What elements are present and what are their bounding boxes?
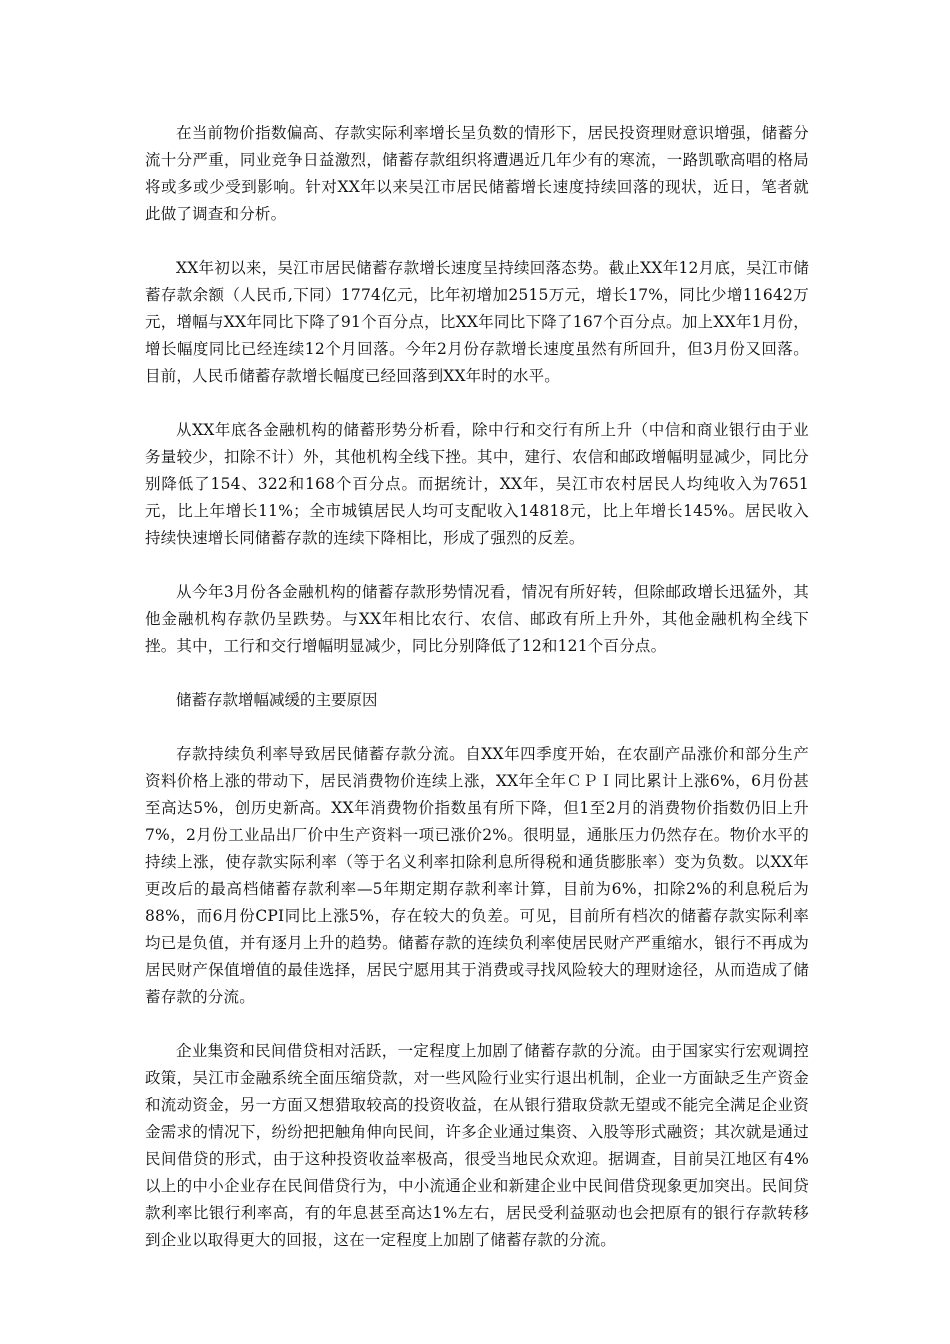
paragraph-institution-analysis: 从XX年底各金融机构的储蓄形势分析看，除中行和交行有所上升（中信和商业银行由于业务量较少，扣除不计）外，其他机构全线下挫。其中，建行、农信和邮政增幅明显减少，同比分别降低了154、322和168个百分点。而据统计，XX年，吴江市农村居民人均纯收入为7651元，比上年增长11%；全市城镇居民人均可支配收入14818元，比上年增长145%。居民收入持续快速增长同储蓄存款的连续下降相比，形成了强烈的反差。 <box>145 421 809 547</box>
paragraph-march-situation: 从今年3月份各金融机构的储蓄存款形势情况看，情况有所好转，但除邮政增长迅猛外，其他金融机构存款仍呈跌势。与XX年相比农行、农信、邮政有所上升外，其他金融机构全线下挫。其中，工行和交行增幅明显减少，同比分别降低了12和121个百分点。 <box>145 583 809 655</box>
section-heading: 储蓄存款增幅减缓的主要原因 <box>176 691 378 709</box>
paragraph-growth-trend: XX年初以来，吴江市居民储蓄存款增长速度呈持续回落态势。截止XX年12月底，吴江市储蓄存款余额（人民币,下同）1774亿元，比年初增加2515万元，增长17%，同比少增11642万元，增幅与XX年同比下降了91个百分点，比XX年同比下降了167个百分点。加上XX年1月份，增长幅度同比已经连续12个月回落。今年2月份存款增长速度虽然有所回升，但3月份又回落。目前，人民币储蓄存款增长幅度已经回落到XX年时的水平。 <box>145 259 809 385</box>
paragraph-negative-interest: 存款持续负利率导致居民储蓄存款分流。自XX年四季度开始，在农副产品涨价和部分生产资料价格上涨的带动下，居民消费物价连续上涨，XX年全年ＣＰＩ同比累计上涨6%，6月份甚至高达5%，创历史新高。XX年消费物价指数虽有所下降，但1至2月的消费物价指数仍旧上升7%，2月份工业品出厂价中生产资料一项已涨价2%。很明显，通胀压力仍然存在。物价水平的持续上涨，使存款实际利率（等于名义利率扣除利息所得税和通货膨胀率）变为负数。以XX年更改后的最高档储蓄存款利率—5年期定期存款利率计算，目前为6%，扣除2%的利息税后为88%，而6月份CPI同比上涨5%，存在较大的负差。可见，目前所有档次的储蓄存款实际利率均已是负值，并有逐月上升的趋势。储蓄存款的连续负利率使居民财产严重缩水，银行不再成为居民财产保值增值的最佳选择，居民宁愿用其于消费或寻找风险较大的理财途径，从而造成了储蓄存款的分流。 <box>145 745 809 1006</box>
paragraph-private-lending: 企业集资和民间借贷相对活跃，一定程度上加剧了储蓄存款的分流。由于国家实行宏观调控政策，吴江市金融系统全面压缩贷款，对一些风险行业实行退出机制，企业一方面缺乏生产资金和流动资金，另一方面又想猎取较高的投资收益，在从银行猎取贷款无望或不能完全满足企业资金需求的情况下，纷纷把把触角伸向民间，许多企业通过集资、入股等形式融资；其次就是通过民间借贷的形式，由于这种投资收益率极高，很受当地民众欢迎。据调查，目前吴江地区有4%以上的中小企业存在民间借贷行为，中小流通企业和新建企业中民间借贷现象更加突出。民间贷款利率比银行利率高，有的年息甚至高达1%左右，居民受利益驱动也会把原有的银行存款转移到企业以取得更大的回报，这在一定程度上加剧了储蓄存款的分流。 <box>145 1042 809 1249</box>
paragraph-intro: 在当前物价指数偏高、存款实际利率增长呈负数的情形下，居民投资理财意识增强，储蓄分流十分严重，同业竞争日益激烈，储蓄存款组织将遭遇近几年少有的寒流，一路凯歌高唱的格局将或多或少受到影响。针对XX年以来吴江市居民储蓄增长速度持续回落的现状，近日，笔者就此做了调查和分析。 <box>145 124 809 223</box>
document-body <box>145 120 809 1281</box>
